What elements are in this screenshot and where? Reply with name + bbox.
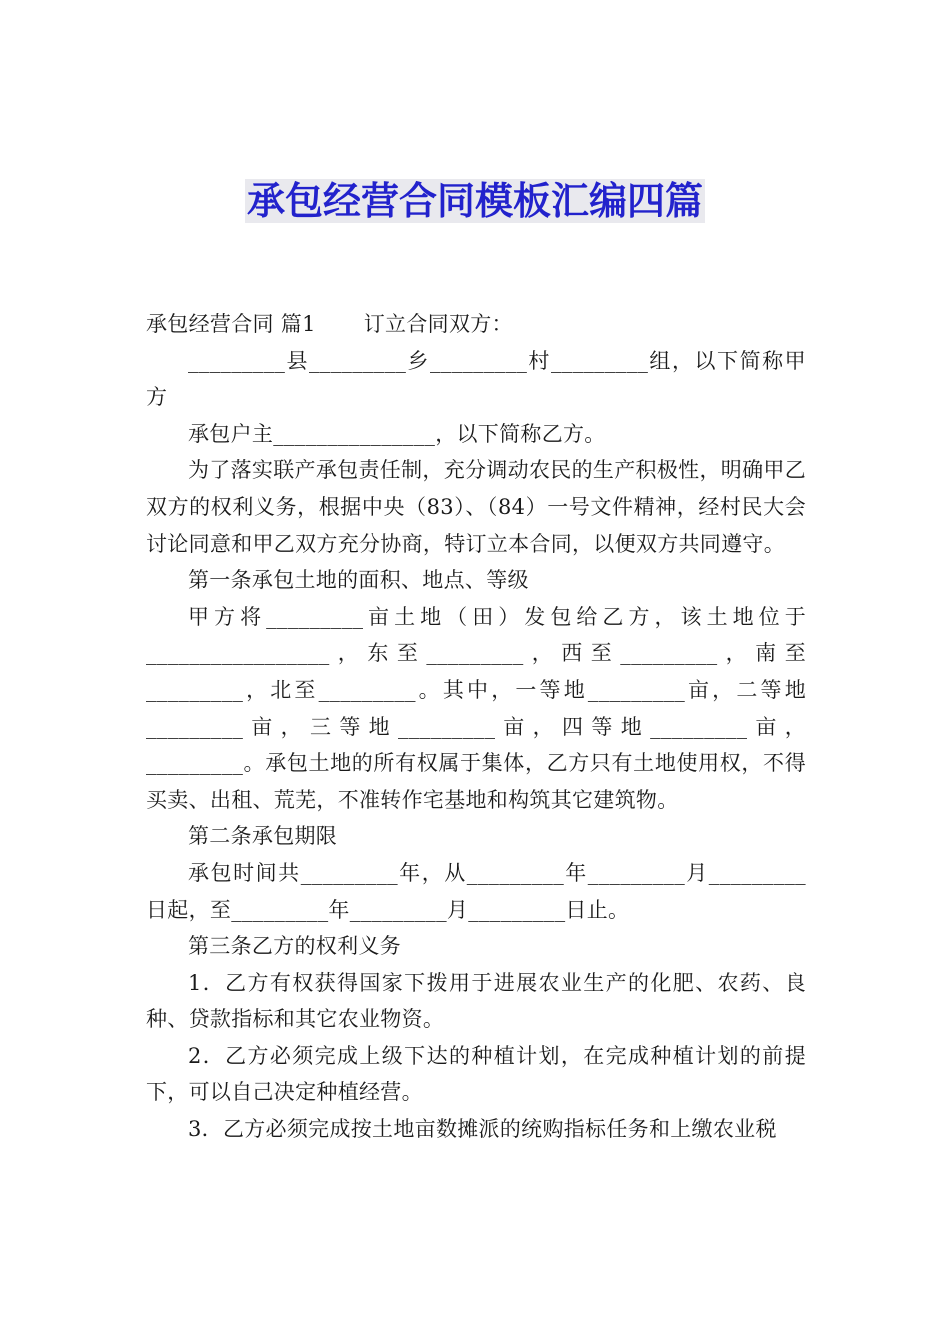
section-label: 承包经营合同 篇1 — [146, 312, 316, 336]
article-3-item-1: 1．乙方有权获得国家下拨用于进展农业生产的化肥、农药、良种、贷款指标和其它农业物资。 — [146, 970, 806, 1032]
parties-label: 订立合同双方： — [363, 312, 513, 336]
article-1-heading: 第一条承包土地的面积、地点、等级 — [188, 568, 529, 593]
document-body — [146, 306, 806, 1148]
party-b-paragraph: 承包户主_______________，以下简称乙方。 — [188, 421, 606, 446]
article-3-item-2: 2．乙方必须完成上级下达的种植计划，在完成种植计划的前提下，可以自己决定种植经营。 — [146, 1043, 806, 1105]
article-1-body: 甲方将_________亩土地（田）发包给乙方，该土地位于_________________，东至_________，西至_________，南至_________，北至_________。其中，一等地_________亩，二等地_________亩，三等地_________亩，四等地_________亩，_________。承包土地的所有权属于集体，乙方只有土地使用权，不得买卖、出租、荒芜，不准转作宅基地和构筑其它建筑物。 — [146, 604, 806, 812]
preamble-paragraph: 为了落实联产承包责任制，充分调动农民的生产积极性，明确甲乙双方的权利义务，根据中央（83）、（84）一号文件精神，经村民大会讨论同意和甲乙双方充分协商，特订立本合同，以便双方共同遵守。 — [146, 458, 806, 556]
page-title-text: 承包经营合同模板汇编四篇 — [246, 179, 703, 223]
page-title — [0, 176, 950, 226]
article-2-heading: 第二条承包期限 — [188, 824, 338, 849]
intro-line — [146, 306, 806, 343]
article-3-item-3: 3．乙方必须完成按土地亩数摊派的统购指标任务和上缴农业税 — [188, 1117, 777, 1142]
article-2-body: 承包时间共_________年，从_________年_________月_________日起，至_________年_________月_________日止。 — [146, 860, 806, 922]
article-3-heading: 第三条乙方的权利义务 — [188, 934, 401, 959]
party-a-paragraph: _________县_________乡_________村_________组，以下简称甲方 — [146, 348, 806, 410]
